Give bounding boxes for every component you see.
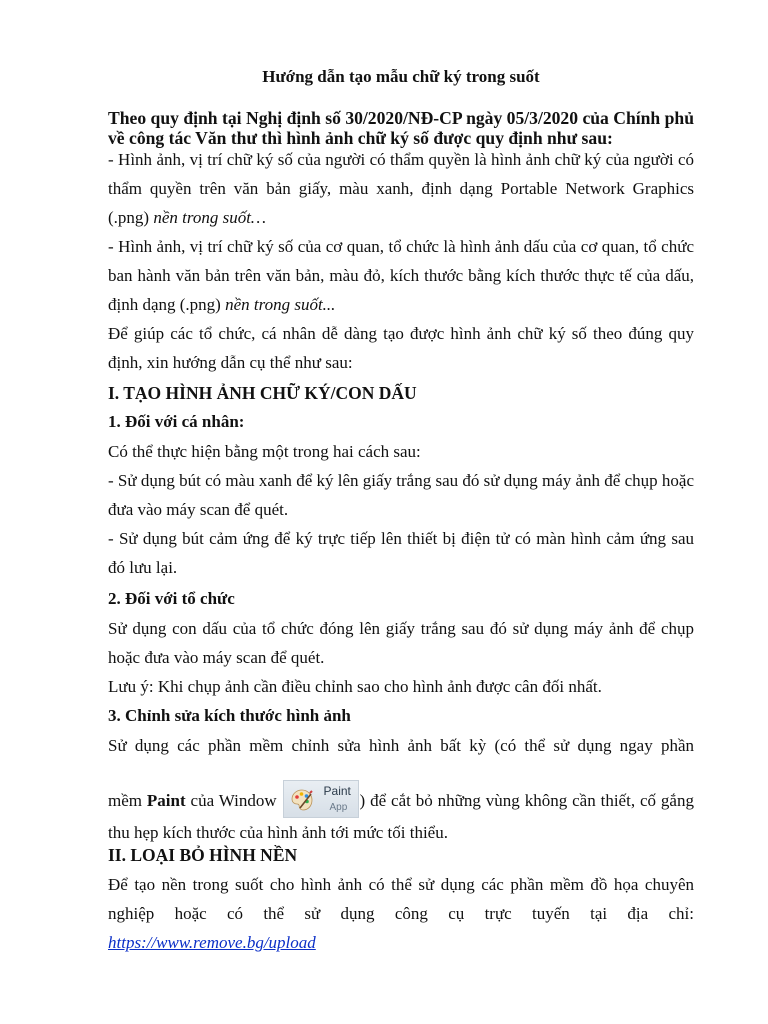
background-removal-text: Để tạo nền trong suốt cho hình ảnh có thể sử dụng các phần mềm đồ họa chuyên nghiệp hoặc có thể sử dụng công cụ trực tuyến tại địa chỉ: [108,875,694,923]
resize-pre: mềm [108,791,147,810]
section-2-heading: II. LOẠI BỎ HÌNH NỀN [108,845,298,865]
background-removal-paragraph [108,870,694,957]
paint-app-badge [283,780,359,818]
paint-app-name: Paint [146,791,186,810]
bullet-signer-text: - Hình ảnh, vị trí chữ ký số của người có thẩm quyền là hình ảnh chữ ký của người có thẩm quyền trên văn bản giấy, màu xanh, định dạng Portable Network Graphics (.png) [108,150,694,227]
organization-note: Lưu ý: Khi chụp ảnh cần điều chỉnh sao cho hình ảnh được cân đối nhất. [108,677,602,696]
individual-way-1: - Sử dụng bút có màu xanh để ký lên giấy trắng sau đó sử dụng máy ảnh để chụp hoặc đưa vào máy scan để quét. [108,471,694,519]
organization-paragraph: Sử dụng con dấu của tổ chức đóng lên giấy trắng sau đó sử dụng máy ảnh để chụp hoặc đưa vào máy scan để quét. [108,619,694,667]
paint-palette-icon [290,788,314,812]
bullet-org-text: - Hình ảnh, vị trí chữ ký số của cơ quan, tổ chức là hình ảnh dấu của cơ quan, tổ chức ban hành văn bản trên văn bản, màu đỏ, kích thước bằng kích thước thực tế của dấu, định dạng (.png) [108,237,694,314]
resize-mid: của Window [185,791,282,810]
paint-badge-sub: App [329,802,348,813]
section-1-heading: I. TẠO HÌNH ẢNH CHỮ KÝ/CON DẤU [108,383,417,403]
bullet-org-seal-image [108,232,694,319]
individual-lead: Có thể thực hiện bằng một trong hai cách sau: [108,442,421,461]
intro-paragraph: Theo quy định tại Nghị định số 30/2020/NĐ-CP ngày 05/3/2020 của Chính phủ về công tác Văn thư thì hình ảnh chữ ký số được quy định như sau: [108,108,694,148]
bullet-signer-image [108,145,694,232]
bullet-signer-italic: nền trong suốt… [153,208,267,227]
resize-post: ) để cắt bỏ những vùng không cần thiết, cố gắng thu hẹp kích thước của hình ảnh tới mức tối thiểu. [108,791,694,842]
subsection-resize-heading: 3. Chỉnh sửa kích thước hình ảnh [108,706,351,725]
remove-bg-link[interactable]: https://www.remove.bg/upload [108,933,316,952]
resize-line-1: Sử dụng các phần mềm chỉnh sửa hình ảnh bất kỳ (có thể sử dụng ngay phần [108,736,694,755]
paint-badge-name: Paint [323,784,351,798]
document-page [108,0,694,1024]
individual-way-2: - Sử dụng bút cảm ứng để ký trực tiếp lên thiết bị điện tử có màn hình cảm ứng sau đó lưu lại. [108,529,694,577]
subsection-individual-heading: 1. Đối với cá nhân: [108,412,245,431]
guide-paragraph: Để giúp các tổ chức, cá nhân dễ dàng tạo được hình ảnh chữ ký số theo đúng quy định, xin hướng dẫn cụ thể như sau: [108,324,694,372]
bullet-org-italic: nền trong suốt... [225,295,336,314]
resize-paragraph [108,780,694,847]
document-title: Hướng dẫn tạo mẫu chữ ký trong suốt [262,67,540,86]
subsection-organization-heading: 2. Đối với tổ chức [108,589,235,608]
